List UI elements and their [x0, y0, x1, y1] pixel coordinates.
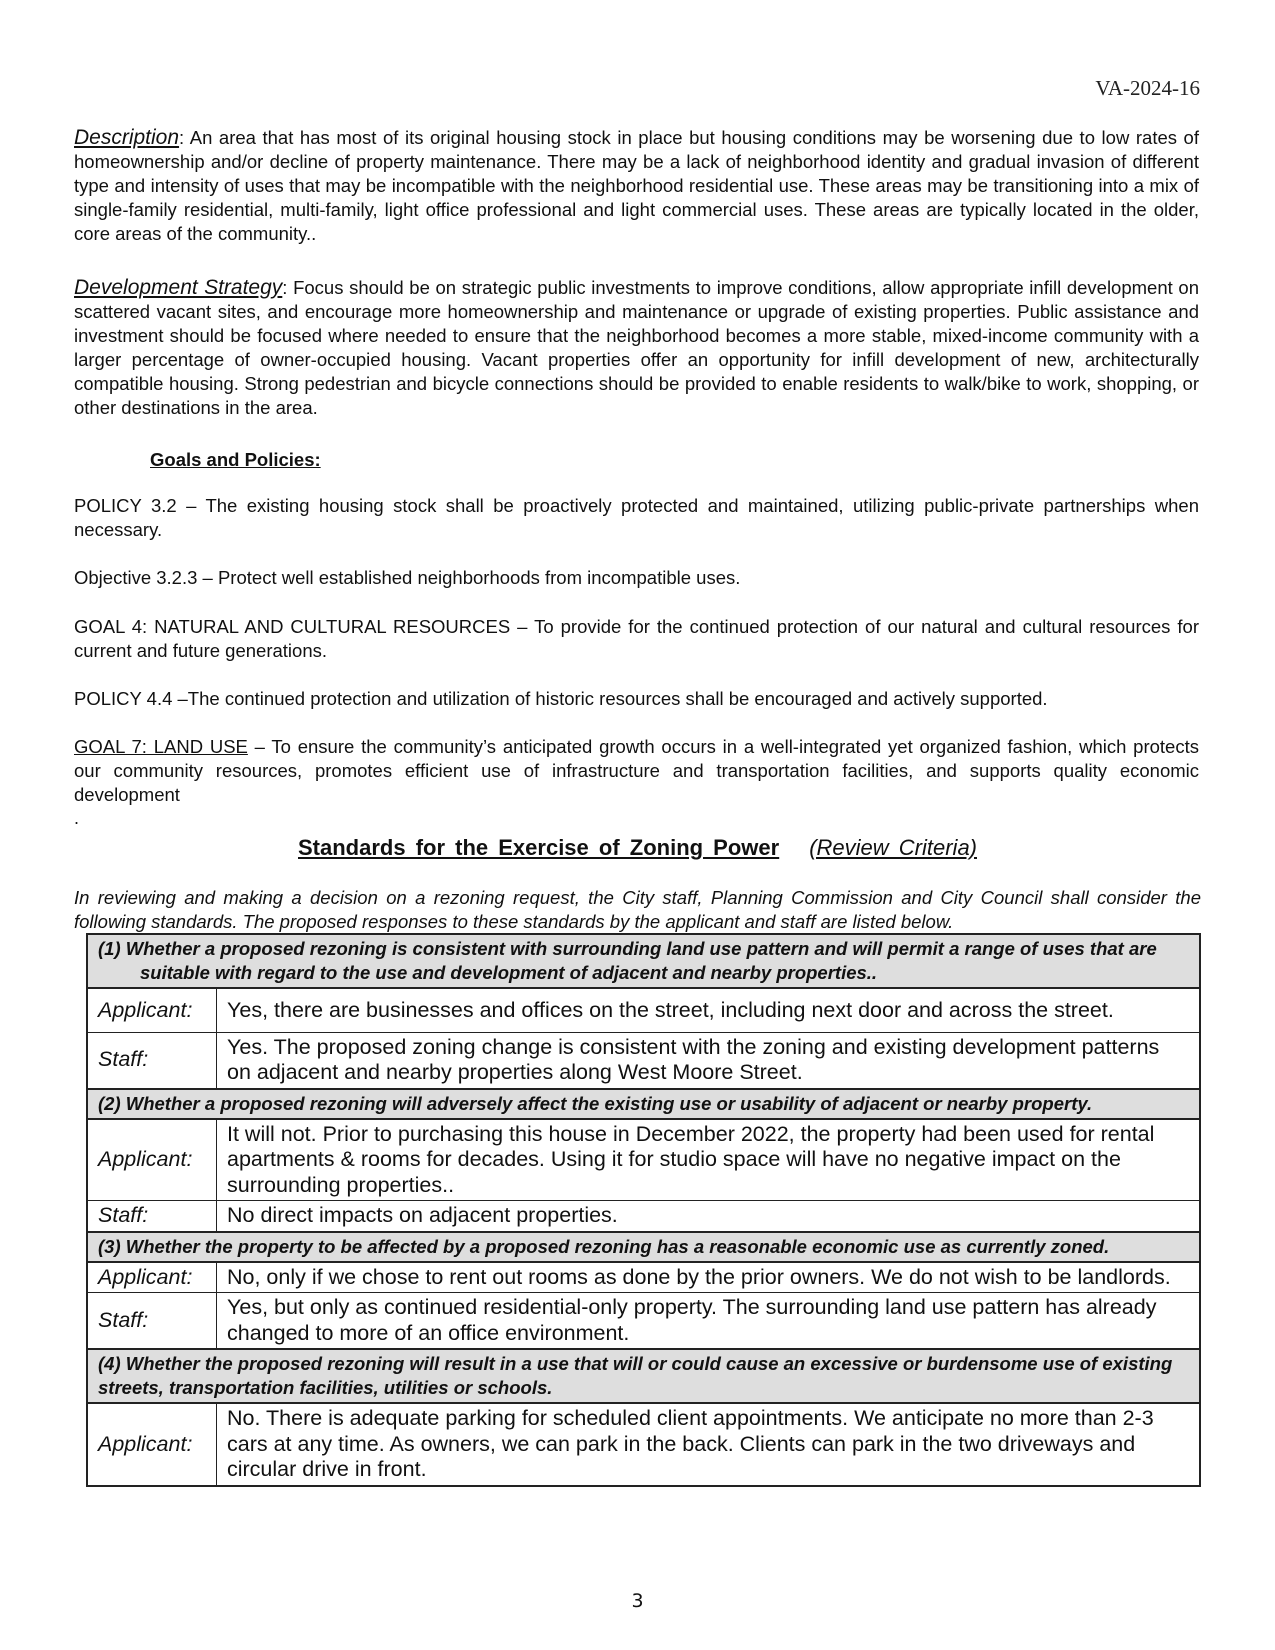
- staff-response: Yes. The proposed zoning change is consistent with the zoning and existing development patterns on adjacent and nearby properties along West Moore Street.: [217, 1032, 1201, 1089]
- policy-4-4: POLICY 4.4 –The continued protection and utilization of historic resources shall be encouraged and actively supported.: [74, 688, 1048, 709]
- applicant-response: No, only if we chose to rent out rooms as done by the prior owners. We do not wish to be landlords.: [217, 1262, 1201, 1293]
- description-paragraph: [74, 126, 1199, 246]
- policy-3-2: POLICY 3.2 – The existing housing stock shall be proactively protected and maintained, utilizing public-private partnerships when necessary.: [74, 495, 1199, 540]
- criterion-3-text: (3) Whether the property to be affected by a proposed rezoning has a reasonable economic use as currently zoned.: [98, 1235, 1110, 1257]
- criterion-4-text: (4) Whether the proposed rezoning will result in a use that will or could cause an excessive or burdensome use of existing streets, transportation facilities, utilities or schools.: [98, 1353, 1173, 1398]
- staff-response: No direct impacts on adjacent properties.: [217, 1201, 1201, 1232]
- criteria-table: [86, 933, 1201, 1487]
- standards-subtitle: (Review Criteria): [809, 835, 977, 860]
- standards-intro: In reviewing and making a decision on a rezoning request, the City staff, Planning Commission and City Council shall consider the following standards. The proposed responses to these standards by the applicant and staff are listed below.: [74, 887, 1201, 932]
- criterion-4: [87, 1349, 1200, 1403]
- criterion-row: [87, 934, 1200, 988]
- response-row: [87, 1032, 1200, 1089]
- criterion-row: [87, 1349, 1200, 1403]
- development-strategy-label: Development Strategy: [74, 276, 283, 299]
- goal-4: GOAL 4: NATURAL AND CULTURAL RESOURCES – To provide for the continued protection of our natural and cultural resources for current and future generations.: [74, 616, 1199, 661]
- criterion-row: [87, 1232, 1200, 1262]
- criterion-2-text: (2) Whether a proposed rezoning will adversely affect the existing use or usability of adjacent or nearby property.: [98, 1092, 1093, 1114]
- staff-label: Staff:: [87, 1293, 217, 1350]
- staff-response: Yes, but only as continued residential-only property. The surrounding land use pattern has already changed to more of an office environment.: [217, 1293, 1201, 1350]
- applicant-label: Applicant:: [87, 1262, 217, 1293]
- response-row: [87, 1201, 1200, 1232]
- objective-3-2-3: Objective 3.2.3 – Protect well established neighborhoods from incompatible uses.: [74, 567, 741, 588]
- applicant-response: No. There is adequate parking for scheduled client appointments. We anticipate no more than 2-3 cars at any time. As owners, we can park in the back. Clients can park in the two driveways and circular drive in front.: [217, 1403, 1201, 1486]
- criterion-1: [87, 934, 1200, 988]
- response-row: [87, 1293, 1200, 1350]
- page-number: 3: [631, 1590, 644, 1612]
- goals-heading: Goals and Policies:: [150, 449, 321, 470]
- description-text: : An area that has most of its original housing stock in place but housing conditions may be worsening due to low rates of homeownership and/or decline of property maintenance. There may be a lack of neighborhood identity and gradual invasion of different type and intensity of uses that may be incompatible with the neighborhood residential use. These areas may be transitioning into a mix of single-family residential, multi-family, light office professional and light commercial uses. These areas are typically located in the older, core areas of the community..: [74, 127, 1199, 244]
- criterion-1-text: (1) Whether a proposed rezoning is consistent with surrounding land use pattern and will permit a range of uses that are suitable with regard to the use and development of adjacent and nearby properties..: [98, 938, 1157, 983]
- description-label: Description: [74, 126, 180, 149]
- development-strategy-paragraph: [74, 276, 1199, 420]
- goal-7-text: – To ensure the community’s anticipated growth occurs in a well-integrated yet organized fashion, which protects our community resources, promotes efficient use of infrastructure and transportation facilities, and supports quality economic development: [74, 736, 1199, 805]
- response-row: [87, 1403, 1200, 1486]
- criterion-2: [87, 1089, 1200, 1119]
- document-id: VA-2024-16: [1095, 76, 1200, 100]
- goal-7-label: GOAL 7: LAND USE: [74, 736, 248, 757]
- stray-dot: .: [74, 808, 80, 828]
- staff-label: Staff:: [87, 1201, 217, 1232]
- applicant-label: Applicant:: [87, 988, 217, 1032]
- response-row: [87, 1262, 1200, 1293]
- response-row: [87, 988, 1200, 1032]
- goal-7-paragraph: [74, 735, 1199, 807]
- staff-label: Staff:: [87, 1032, 217, 1089]
- development-strategy-text: : Focus should be on strategic public investments to improve conditions, allow appropriate infill development on scattered vacant sites, and encourage more homeownership and maintenance or upgrade of existing properties. Public assistance and investment should be focused where needed to ensure that the neighborhood becomes a more stable, mixed-income community with a larger percentage of owner-occupied housing. Vacant properties offer an opportunity for infill development of new, architecturally compatible housing. Strong pedestrian and bicycle connections should be provided to enable residents to walk/bike to work, shopping, or other destinations in the area.: [74, 277, 1199, 418]
- standards-title-line: [0, 835, 1275, 861]
- applicant-response: It will not. Prior to purchasing this house in December 2022, the property had been used for rental apartments & rooms for decades. Using it for studio space will have no negative impact on the surrounding properties..: [217, 1119, 1201, 1201]
- criterion-3: [87, 1232, 1200, 1262]
- criterion-row: [87, 1089, 1200, 1119]
- applicant-response: Yes, there are businesses and offices on the street, including next door and across the street.: [217, 988, 1201, 1032]
- applicant-label: Applicant:: [87, 1119, 217, 1201]
- applicant-label: Applicant:: [87, 1403, 217, 1486]
- standards-title: Standards for the Exercise of Zoning Power: [298, 835, 780, 860]
- response-row: [87, 1119, 1200, 1201]
